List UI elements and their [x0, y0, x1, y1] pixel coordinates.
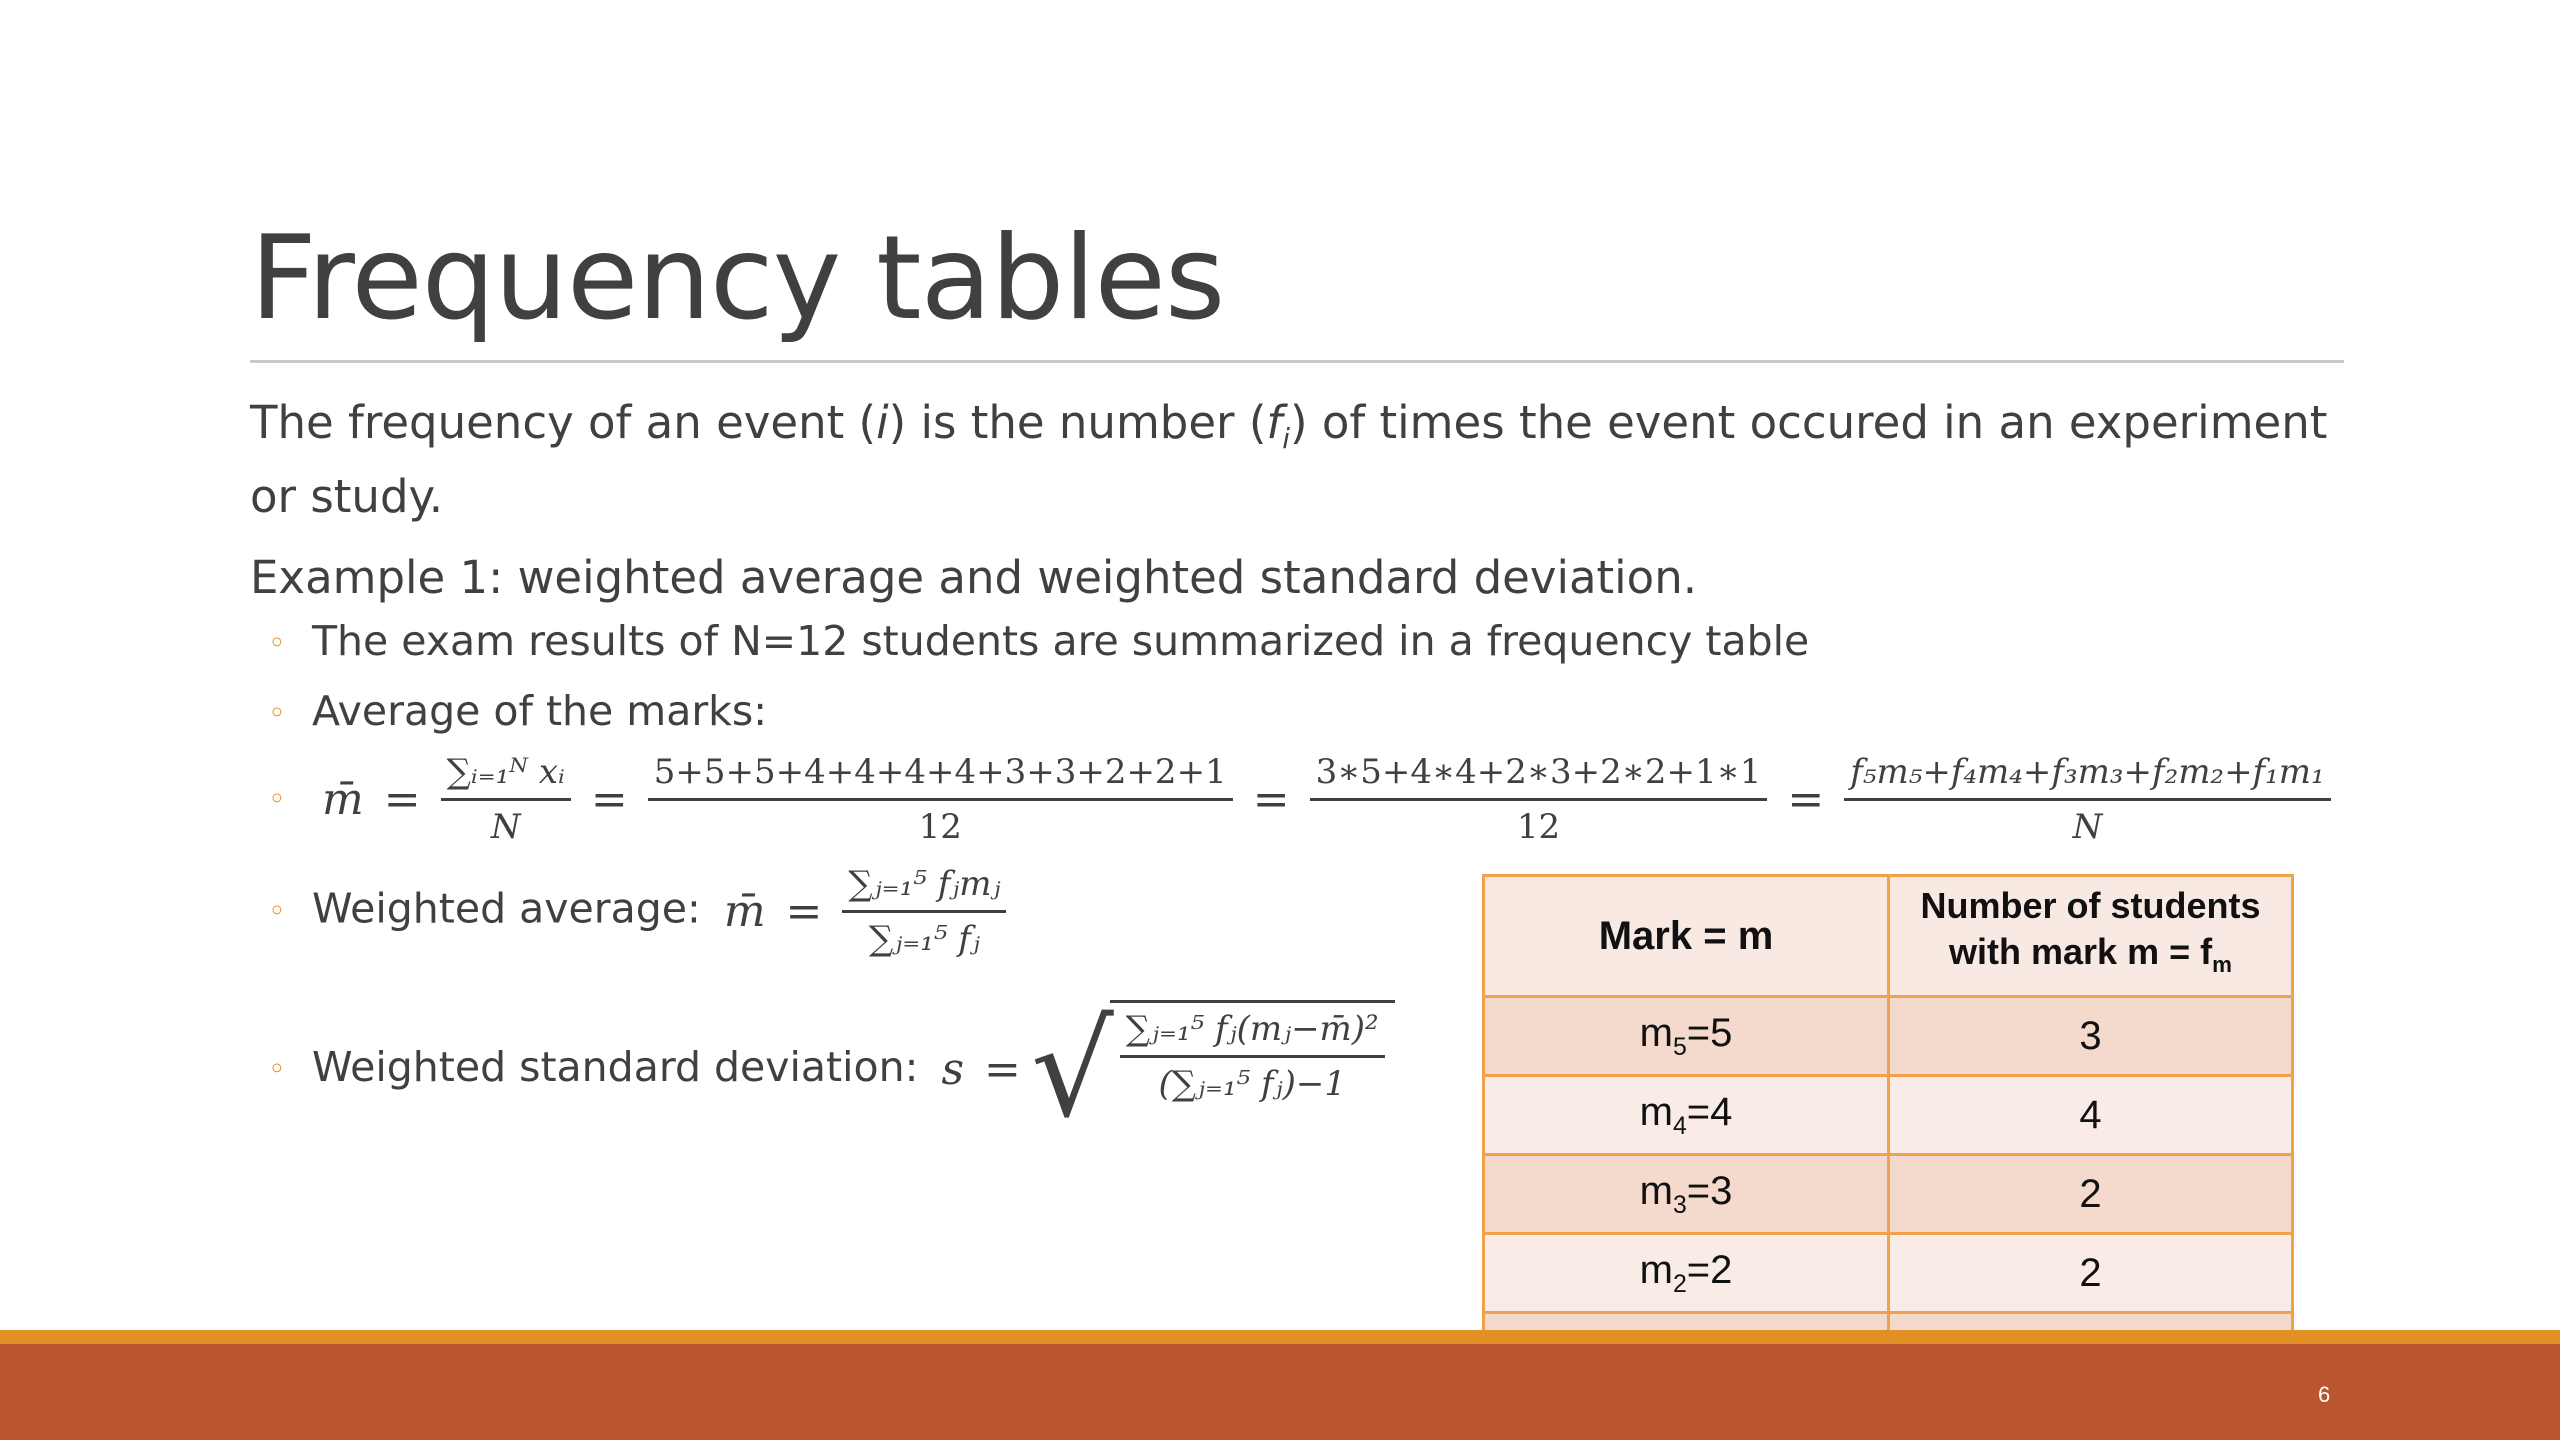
formula-equals: = [383, 773, 421, 825]
radicand [1110, 1000, 1395, 1140]
fraction-numerator: f₅m₅+f₄m₄+f₃m₃+f₂m₂+f₁m₁ [1844, 750, 2330, 801]
frequency-symbol: f [1266, 396, 1283, 449]
formula-equals: = [984, 1044, 1021, 1095]
bullet-circle-icon: ◦ [268, 893, 286, 929]
fraction-numerator: 3∗5+4∗4+2∗3+2∗2+1∗1 [1310, 750, 1768, 801]
mark-value: =3 [1686, 1168, 1733, 1213]
mark-subscript: 5 [1672, 1033, 1687, 1061]
fraction-denominator: N [2072, 807, 2103, 847]
bullet-circle-icon: ◦ [268, 781, 286, 817]
mark-symbol: m [1639, 1089, 1673, 1134]
fraction-denominator: 12 [918, 807, 962, 847]
fraction-denominator: (∑ⱼ₌₁⁵ fⱼ)−1 [1158, 1064, 1346, 1104]
mark-subscript: 2 [1672, 1270, 1687, 1298]
fraction-sum-over-n [441, 750, 571, 849]
page-number: 6 [2318, 1382, 2331, 1407]
table-header-row [1484, 876, 2293, 997]
footer-bar [0, 1344, 2560, 1440]
definition-suffix: ) of times the event occured in an experiment or study. [250, 396, 2328, 523]
bullet-exam-results [268, 616, 1809, 669]
fraction-numerator: ∑ⱼ₌₁⁵ fⱼ(mⱼ−m̄)² [1120, 1007, 1385, 1058]
event-symbol: i [876, 396, 889, 449]
bullet-weighted-std [268, 994, 1395, 1146]
formula-equals: = [1787, 773, 1825, 825]
radical-sign: √ [1030, 994, 1114, 1146]
bullet-circle-icon: ◦ [268, 696, 286, 731]
mark-value: =4 [1686, 1089, 1733, 1134]
fraction-denominator: ∑ⱼ₌₁⁵ fⱼ [869, 919, 980, 959]
frequency-table [1482, 874, 2294, 1393]
mark-cell [1484, 1155, 1889, 1234]
header-mark: Mark = m [1484, 876, 1889, 997]
frequency-table-grid [1482, 874, 2294, 1393]
fraction-numerator: ∑ᵢ₌₁ᴺ xᵢ [441, 750, 571, 801]
header-count [1889, 876, 2293, 997]
mark-symbol: m [1639, 1010, 1673, 1055]
bullet-text: Average of the marks: [312, 687, 768, 735]
fraction-denominator: N [490, 807, 521, 847]
mark-cell [1484, 1076, 1889, 1155]
weighted-average-fraction [842, 862, 1006, 961]
formula-lhs: s [941, 1044, 965, 1095]
definition-prefix: The frequency of an event ( [250, 396, 877, 449]
bullet-text: The exam results of N=12 students are summarized in a frequency table [312, 617, 1810, 665]
formula-equals: = [1252, 773, 1290, 825]
mark-value: =5 [1686, 1010, 1733, 1055]
header-count-subscript: m [2212, 952, 2232, 978]
table-row [1484, 1076, 2293, 1155]
definition-middle: ) is the number ( [888, 396, 1267, 449]
bullet-circle-icon: ◦ [268, 626, 286, 661]
mark-subscript: 4 [1672, 1112, 1687, 1140]
formula-lhs: m̄ [723, 885, 766, 937]
table-row [1484, 997, 2293, 1076]
bullet-label: Weighted standard deviation: [312, 1043, 932, 1091]
bullet-average-label [268, 686, 767, 739]
header-count-line2: with mark m = f [1949, 931, 2213, 973]
square-root [1030, 994, 1395, 1146]
table-row [1484, 1155, 2293, 1234]
mark-value: =2 [1686, 1247, 1733, 1292]
fraction-frequency-form [1844, 750, 2330, 849]
bullet-circle-icon: ◦ [268, 1052, 286, 1087]
std-fraction [1120, 1007, 1385, 1106]
count-cell: 2 [1889, 1234, 2293, 1313]
bullet-label: Weighted average: [312, 884, 714, 933]
count-cell: 4 [1889, 1076, 2293, 1155]
bullet-average-formula [268, 750, 2341, 849]
fraction-expanded-sum [648, 750, 1233, 849]
mark-cell [1484, 997, 1889, 1076]
frequency-subscript: i [1282, 422, 1290, 455]
mark-cell [1484, 1234, 1889, 1313]
mark-symbol: m [1639, 1247, 1673, 1292]
table-row [1484, 1234, 2293, 1313]
fraction-denominator: 12 [1516, 807, 1561, 847]
frequency-definition [250, 394, 2360, 526]
title-underline [250, 360, 2344, 363]
mark-subscript: 3 [1672, 1191, 1687, 1219]
count-cell: 2 [1889, 1155, 2293, 1234]
count-cell: 3 [1889, 997, 2293, 1076]
fraction-numerator: 5+5+5+4+4+4+4+3+3+2+2+1 [648, 750, 1233, 801]
mark-symbol: m [1639, 1168, 1673, 1213]
footer-accent-stripe [0, 1330, 2560, 1344]
formula-equals: = [590, 773, 628, 825]
example-heading: Example 1: weighted average and weighted standard deviation. [250, 551, 1698, 604]
slide-title: Frequency tables [250, 211, 1225, 346]
formula-lhs: m̄ [322, 773, 364, 825]
formula-equals: = [785, 885, 823, 937]
fraction-numerator: ∑ⱼ₌₁⁵ fⱼmⱼ [842, 862, 1006, 913]
fraction-grouped-sum [1310, 750, 1768, 849]
header-count-line1: Number of students [1920, 885, 2261, 927]
bullet-weighted-average [268, 862, 1016, 961]
